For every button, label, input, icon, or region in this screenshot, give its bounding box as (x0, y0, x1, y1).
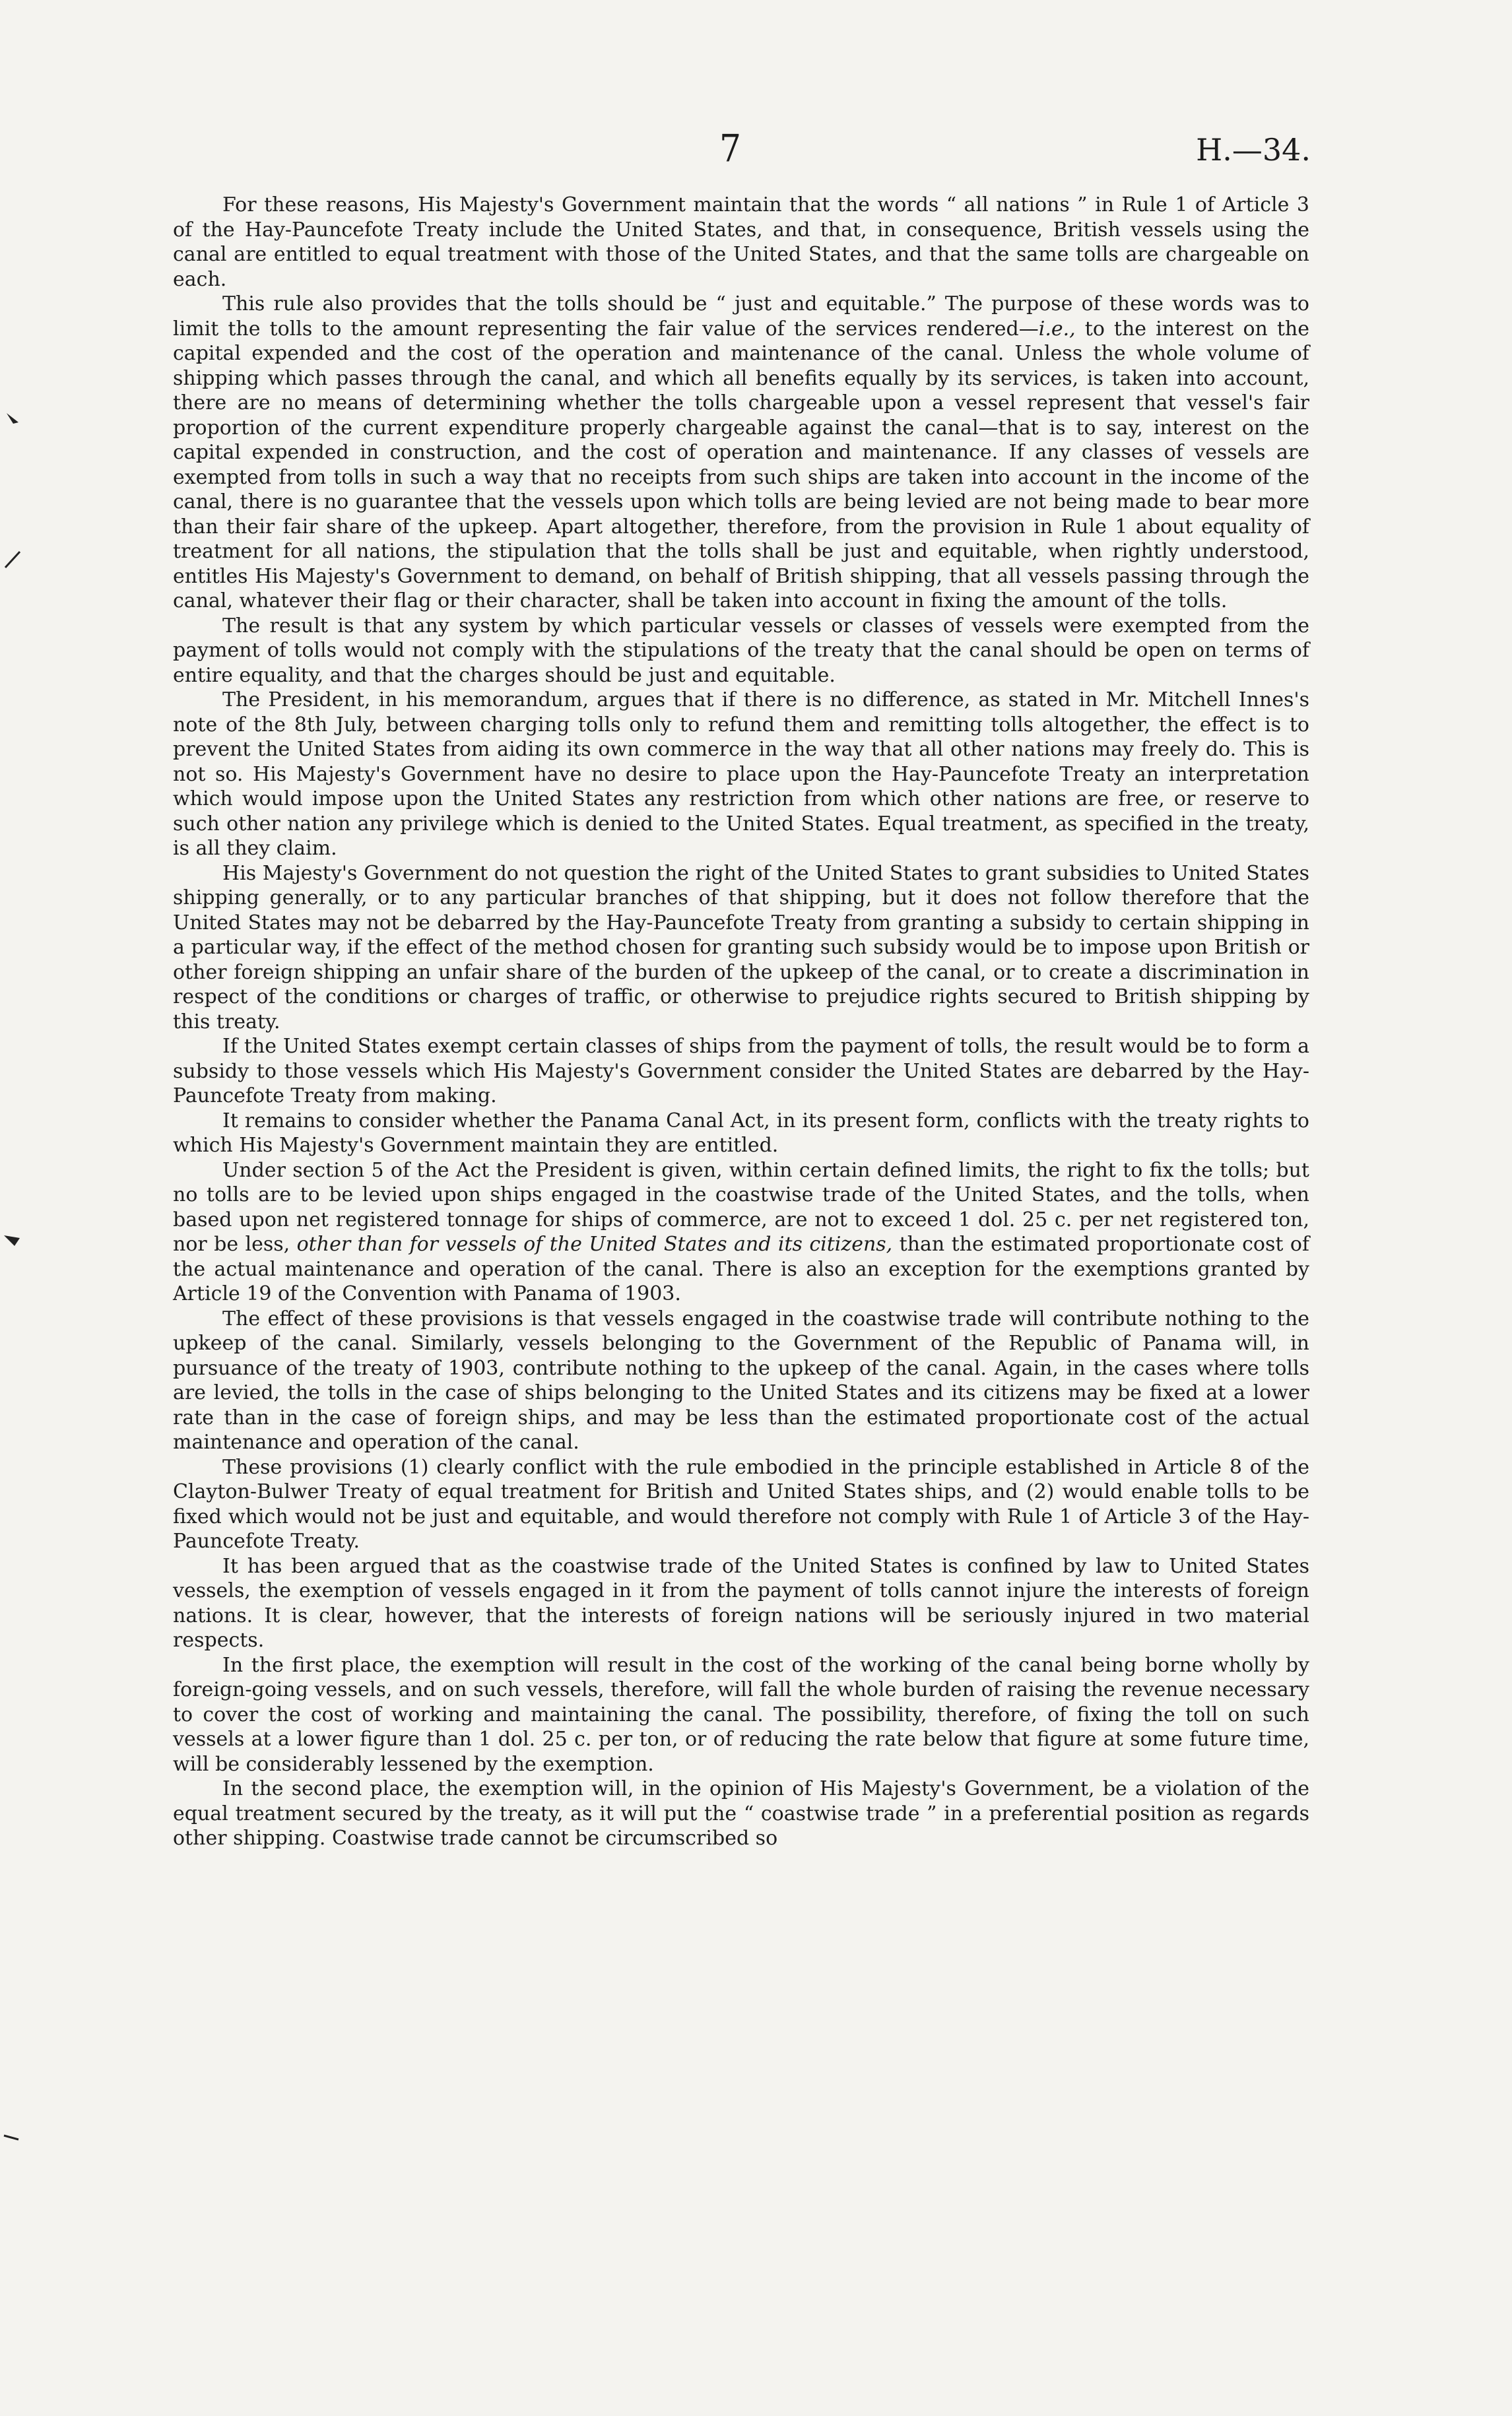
paragraph (173, 1653, 1309, 1777)
text-run: than the estimated proportionate cost of the actual maintenance and operation of the canal. There is also an exception for the exemptions granted by Article 19 of the Convention with Panama of 1903. (173, 1233, 1310, 1305)
paragraph (173, 1777, 1309, 1851)
margin-mark-icon (4, 408, 30, 434)
text-run: In the second place, the exemption will, in the opinion of His Majesty's Government, be a violation of the equal treatment secured by the treaty, as it will put the “ coastwise trade ” in a preferential position as regards other shipping. Coastwise trade cannot be circumscribed so (173, 1777, 1309, 1850)
text-run: Under section 5 of the Act the President is given, within certain defined limits, the right to fix the tolls; but no tolls are to be levied upon ships engaged in the coastwise trade of the United States, and the tolls, when based upon net registered tonnage for ships of commerce, are not to exceed 1 dol. 25 c. per net registered ton, nor be less, (173, 1158, 1309, 1256)
paragraph (173, 1158, 1309, 1307)
text-run: If the United States exempt certain classes of ships from the payment of tolls, the result would be to form a subsidy to those vessels which His Majesty's Government consider the United States are debarred by the Hay-Pauncefote Treaty from making. (173, 1035, 1309, 1107)
paragraph (173, 1554, 1309, 1653)
margin-mark-icon (3, 545, 29, 571)
text-run: It has been argued that as the coastwise trade of the United States is confined by law to United States vessels, the exemption of vessels engaged in it from the payment of tolls cannot injure the interests of foreign nations. It is clear, however, that the interests of foreign nations will be seriously injured in two material respects. (173, 1554, 1309, 1652)
page-header (0, 127, 1512, 185)
text-run: The result is that any system by which particular vessels or classes of vessels were exempted from the payment of tolls would not comply with the stipulations of the treaty that the canal should be open on terms of entire equality, and that the charges should be just and equitable. (173, 614, 1309, 687)
paragraph (173, 1109, 1309, 1158)
paragraph (173, 688, 1309, 861)
paragraph (173, 292, 1309, 614)
paragraph (173, 1455, 1309, 1554)
paragraph (173, 1034, 1309, 1109)
text-run-italic: other than for vessels of the United States and its citizens, (296, 1233, 893, 1256)
text-run: This rule also provides that the tolls should be “ just and equitable.” The purpose of these words was to limit the tolls to the amount representing the fair value of the services rendered— (173, 292, 1309, 341)
margin-mark-icon (3, 1226, 29, 1253)
body-text (173, 193, 1309, 1851)
text-run: The effect of these provisions is that vessels engaged in the coastwise trade will contribute nothing to the upkeep of the canal. Similarly, vessels belonging to the Government of the Republic of Panama will, in pursuance of the treaty of 1903, contribute nothing to the upkeep of the canal. Again, in the cases where tolls are levied, the tolls in the case of ships belonging to the United States and its citizens may be fixed at a lower rate than in the case of foreign ships, and may be less than the estimated proportionate cost of the actual maintenance and operation of the canal. (173, 1307, 1309, 1454)
paragraph (173, 861, 1309, 1035)
text-run: For these reasons, His Majesty's Government maintain that the words “ all nations ” in Rule 1 of Article 3 of the Hay-Pauncefote Treaty include the United States, and that, in consequence, British vessels using the canal are entitled to equal treatment with those of the United States, and that the same tolls are chargeable on each. (173, 193, 1309, 291)
document-reference: H.—34. (1196, 132, 1311, 168)
text-run: It remains to consider whether the Panama Canal Act, in its present form, conflicts with the treaty rights to which His Majesty's Government maintain they are entitled. (173, 1109, 1309, 1157)
text-run: His Majesty's Government do not question the right of the United States to grant subsidies to United States shipping generally, or to any particular branches of that shipping, but it does not follow therefore that the United States may not be debarred by the Hay-Pauncefote Treaty from granting a subsidy to certain shipping in a particular way, if the effect of the method chosen for granting such subsidy would be to impose upon British or other foreign shipping an unfair share of the burden of the upkeep of the canal, or to create a discrimination in respect of the conditions or charges of traffic, or otherwise to prejudice rights secured to British shipping by this treaty. (173, 861, 1309, 1033)
page-number: 7 (719, 127, 742, 171)
paragraph (173, 1307, 1309, 1455)
paragraph (173, 614, 1309, 688)
margin-mark-icon (3, 2128, 29, 2154)
text-run-italic: i.e., (1038, 317, 1076, 341)
text-run: The President, in his memorandum, argues that if there is no difference, as stated in Mr. Mitchell Innes's note of the 8th July, between charging tolls only to refund them and remitting tolls altogether, the effect is to prevent the United States from aiding its own commerce in the way that all other nations may freely do. This is not so. His Majesty's Government have no desire to place upon the Hay-Pauncefote Treaty an interpretation which would impose upon the United States any restriction from which other nations are free, or reserve to such other nation any privilege which is denied to the United States. Equal treatment, as specified in the treaty, is all they claim. (173, 688, 1309, 860)
text-run: to the interest on the capital expended and the cost of the operation and maintenance of the canal. Unless the whole volume of shipping which passes through the canal, and which all benefits equally by its services, is taken into account, there are no means of determining whether the tolls chargeable upon a vessel represent that vessel's fair proportion of the current expenditure properly chargeable against the canal—that is to say, interest on the capital expended in construction, and the cost of operation and maintenance. If any classes of vessels are exempted from tolls in such a way that no receipts from such ships are taken into account in the income of the canal, there is no guarantee that the vessels upon which tolls are being levied are not being made to bear more than their fair share of the upkeep. Apart altogether, therefore, from the provision in Rule 1 about equality of treatment for all nations, the stipulation that the tolls shall be just and equitable, when rightly understood, entitles His Majesty's Government to demand, on behalf of British shipping, that all vessels passing through the canal, whatever their flag or their character, shall be taken into account in fixing the amount of the tolls. (173, 317, 1310, 612)
paragraph (173, 193, 1309, 292)
text-run: These provisions (1) clearly conflict with the rule embodied in the principle established in Article 8 of the Clayton-Bulwer Treaty of equal treatment for British and United States ships, and (2) would enable tolls to be fixed which would not be just and equitable, and would therefore not comply with Rule 1 of Article 3 of the Hay-Pauncefote Treaty. (173, 1455, 1309, 1553)
text-run: In the first place, the exemption will result in the cost of the working of the canal being borne wholly by foreign-going vessels, and on such vessels, therefore, will fall the whole burden of raising the revenue necessary to cover the cost of working and maintaining the canal. The possibility, therefore, of fixing the toll on such vessels at a lower figure than 1 dol. 25 c. per ton, or of reducing the rate below that figure at some future time, will be considerably lessened by the exemption. (173, 1653, 1309, 1776)
